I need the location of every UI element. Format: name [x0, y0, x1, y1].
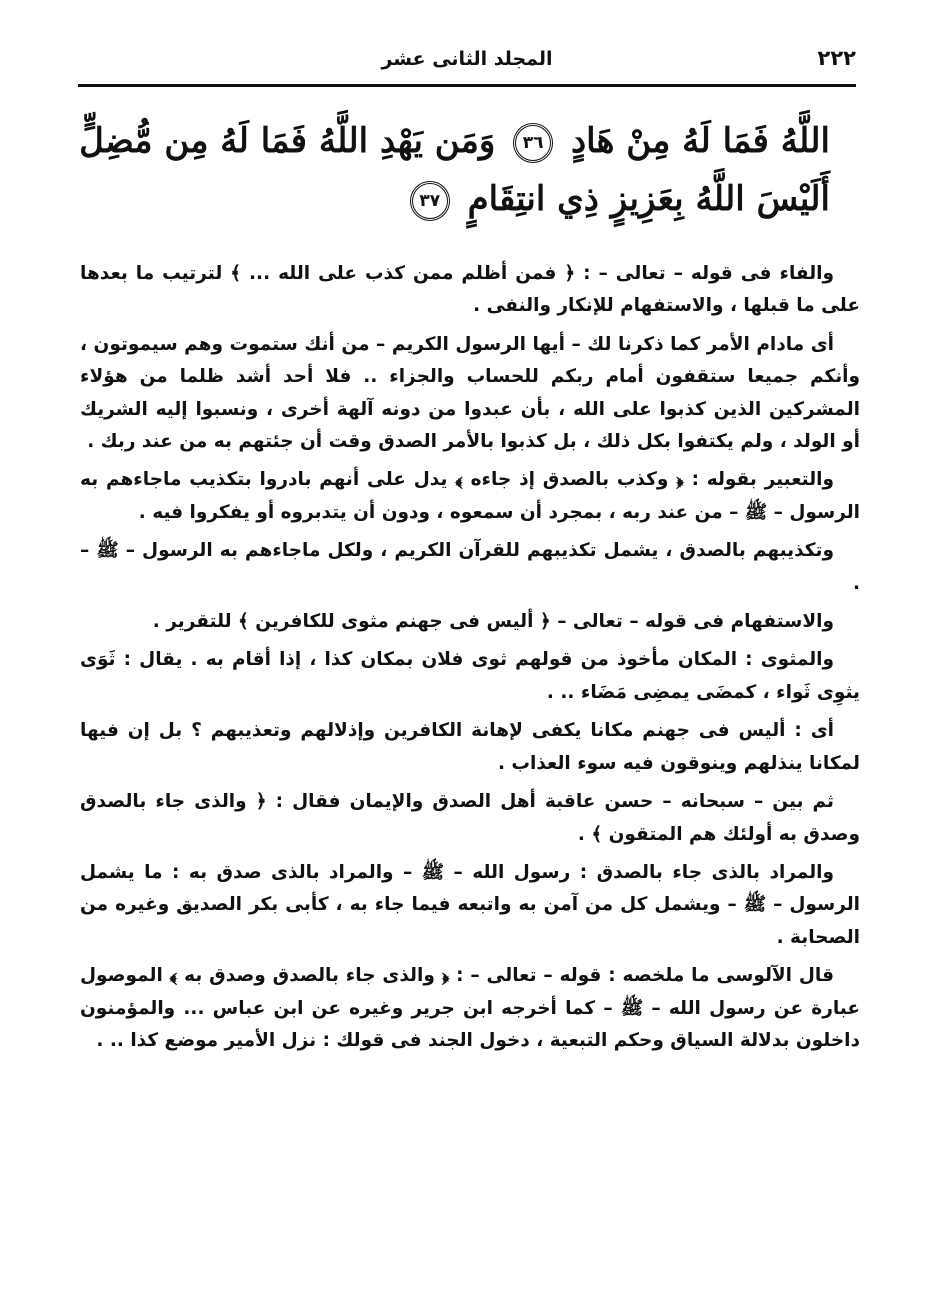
paragraph: ثم بين – سبحانه – حسن عاقبة أهل الصدق والإيمان فقال : ﴿ والذى جاء بالصدق وصدق به أولئك هم المتقون ﴾ .	[80, 791, 860, 845]
volume-title: المجلد الثانى عشر	[381, 48, 553, 70]
paragraph: أى : أليس فى جهنم مكانا يكفى لإهانة الكافرين وإذلالهم وتعذيبهم ؟ بل إن فيها لمكانا ينذلهم وينوقون فيه سوء العذاب .	[80, 720, 860, 774]
paragraph: والتعبير بقوله : ﴿ وكذب بالصدق إذ جاءه ﴾ يدل على أنهم بادروا بتكذيب ماجاءهم به الرسول – ﷺ – من عند ربه ، بمجرد أن سمعوه ، ودون أن يتدبروه أو يفكروا فيه .	[80, 469, 860, 523]
verse-line-1	[79, 112, 830, 170]
quran-verses	[79, 112, 830, 234]
verse-text-1b: وَمَن يَهْدِ اللَّهُ فَمَا لَهُ مِن مُّضِلٍّ	[79, 121, 496, 161]
page-number: ٢٢٢	[817, 46, 856, 70]
verse-text-2: أَلَيْسَ اللَّهُ بِعَزِيزٍ ذِي انتِقَامٍ	[467, 179, 830, 219]
paragraph: والفاء فى قوله – تعالى – : ﴿ فمن أظلم ممن كذب على الله ... ﴾ لترتيب ما بعدها على ما قبلها ، والاستفهام للإنكار والنفى .	[80, 263, 860, 317]
paragraph: أى مادام الأمر كما ذكرنا لك – أيها الرسول الكريم – من أنك ستموت وهم سيموتون ، وأنكم جميعا ستقفون أمام ربكم للحساب والجزاء .. فلا أحد أشد ظلما من هؤلاء المشركين الذين كذبوا على الله ، بأن عبدوا من دونه آلهة أخرى ، ونسبوا إليه الشريك أو الولد ، ولم يكتفوا بكل ذلك ، بل كذبوا بالأمر الصدق وقت أن جئتهم به من عند ربك .	[80, 333, 860, 453]
ayah-number-marker: ٣٧	[410, 181, 450, 221]
paragraph: قال الآلوسى ما ملخصه : قوله – تعالى – : ﴿ والذى جاء بالصدق وصدق به ﴾ الموصول عبارة عن رسول الله – ﷺ – كما أخرجه ابن جرير وغيره عن ابن عباس ... والمؤمنون داخلون بدلالة السياق وحكم التبعية ، دخول الجند فى قولك : نزل الأمير موضع كذا .. .	[80, 965, 860, 1051]
verse-line-2	[120, 170, 830, 228]
paragraph: والاستفهام فى قوله – تعالى – ﴿ أليس فى جهنم مثوى للكافرين ﴾ للتقرير .	[152, 611, 834, 633]
header-divider	[78, 84, 856, 87]
paragraph: وتكذيبهم بالصدق ، يشمل تكذيبهم للقرآن الكريم ، ولكل ماجاءهم به الرسول – ﷺ – .	[80, 540, 860, 594]
paragraph: والمثوى : المكان مأخوذ من قولهم ثوى فلان بمكان كذا ، إذا أقام به . يقال : ثَوَى يثوِى ثَواء ، كمضَى يمضِى مَضَاء .. .	[80, 649, 860, 703]
commentary-text	[80, 258, 860, 1063]
paragraph: والمراد بالذى جاء بالصدق : رسول الله – ﷺ – والمراد بالذى صدق به : ما يشمل الرسول – ﷺ – ويشمل كل من آمن به واتبعه فيما جاء به ، كأبى بكر الصديق وغيره من الصحابة .	[80, 861, 860, 948]
ayah-number-marker: ٣٦	[513, 123, 553, 163]
verse-text-1a: اللَّهُ فَمَا لَهُ مِنْ هَادٍ	[570, 121, 830, 161]
page-header	[78, 42, 856, 82]
